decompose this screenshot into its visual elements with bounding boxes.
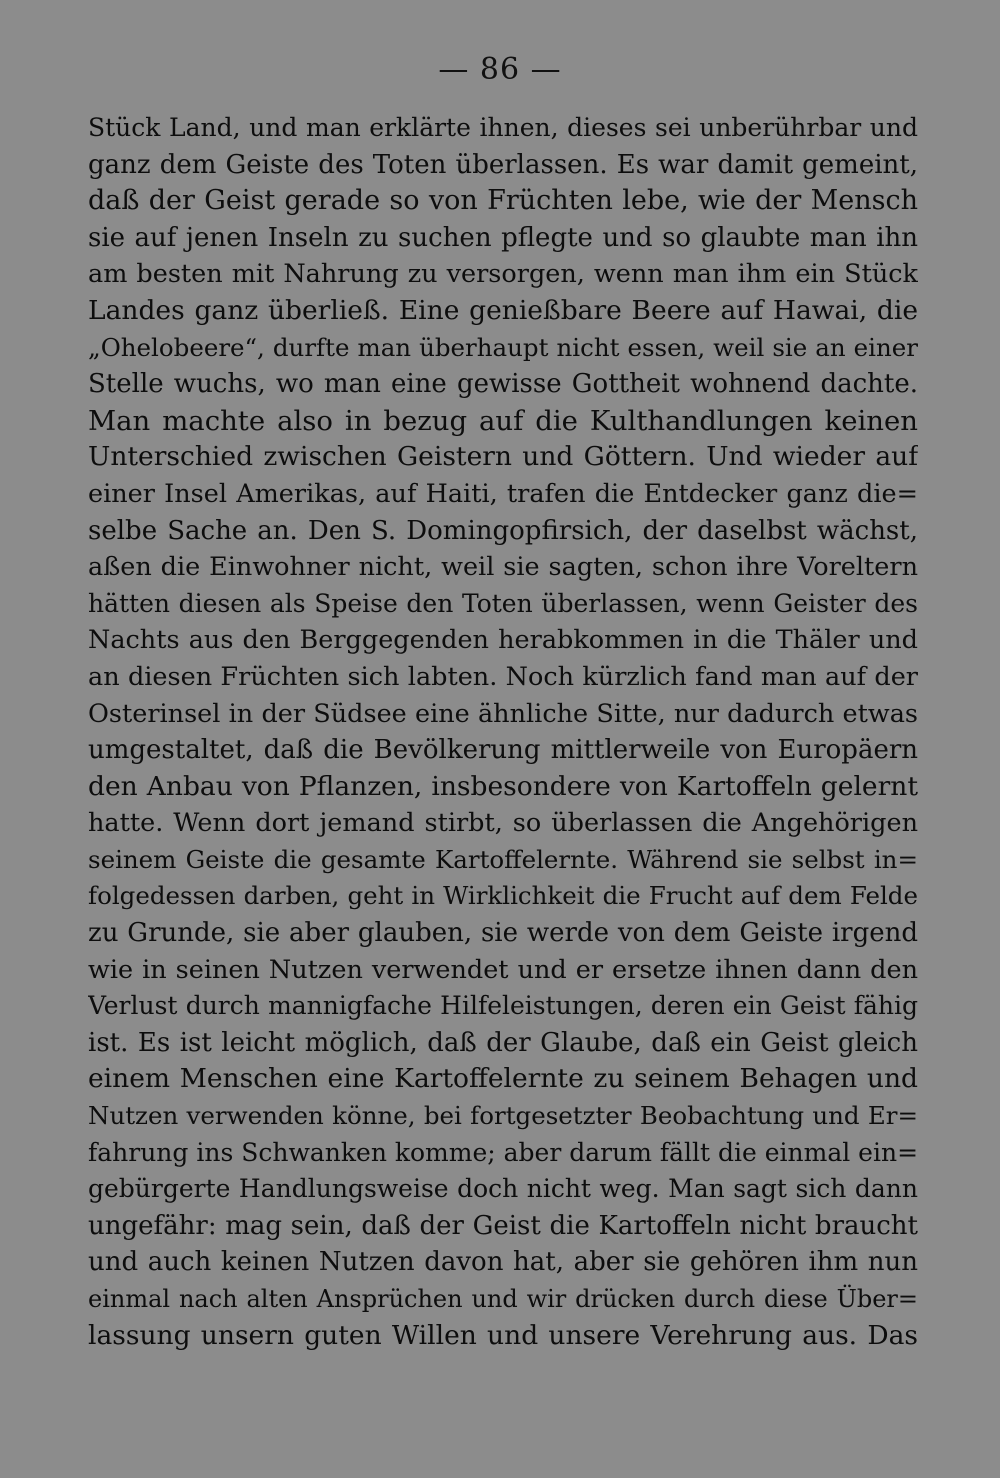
text-line: Stelle wuchs, wo man eine gewisse Gottheit wohnend dachte. (88, 369, 918, 400)
text-line: sie auf jenen Inseln zu suchen pflegte und so glaubte man ihn (88, 222, 918, 253)
text-line: am besten mit Nahrung zu versorgen, wenn man ihm ein Stück (88, 259, 918, 290)
text-line: Unterschied zwischen Geistern und Göttern. Und wieder auf (88, 441, 918, 473)
page-number: — 86 — (438, 52, 562, 87)
text-line: umgestaltet, daß die Bevölkerung mittlerweile von Europäern (88, 735, 918, 766)
text-line: Nutzen verwenden könne, bei fortgesetzter Beobachtung und Er= (88, 1101, 918, 1131)
text-line: lassung unsern guten Willen und unsere Verehrung aus. Das (88, 1319, 918, 1351)
text-line: einmal nach alten Ansprüchen und wir drücken durch diese Über= (88, 1285, 918, 1313)
text-line: hätten diesen als Speise den Toten überlassen, wenn Geister des (88, 588, 918, 618)
text-line: einer Insel Amerikas, auf Haiti, trafen die Entdecker ganz die= (88, 478, 918, 509)
text-line: Man machte also in bezug auf die Kulthandlungen keinen (88, 404, 918, 437)
text-line: „Ohelobeere“, durfte man überhaupt nicht essen, weil sie an einer (88, 332, 918, 362)
text-line: selbe Sache an. Den S. Domingopfirsich, der daselbst wächst, (88, 515, 918, 546)
text-line: aßen die Einwohner nicht, weil sie sagten, schon ihre Voreltern (88, 552, 918, 583)
text-line: an diesen Früchten sich labten. Noch kürzlich fand man auf der (88, 661, 918, 692)
text-line: ungefähr: mag sein, daß der Geist die Kartoffeln nicht braucht (88, 1210, 918, 1241)
text-line: gebürgerte Handlungsweise doch nicht weg. Man sagt sich dann (88, 1174, 918, 1204)
text-line: wie in seinen Nutzen verwendet und er ersetze ihnen dann den (88, 954, 918, 985)
text-line: einem Menschen eine Kartoffelernte zu seinem Behagen und (88, 1063, 918, 1095)
text-line: seinem Geiste die gesamte Kartoffelernte. Während sie selbst in= (88, 844, 918, 874)
body-text (88, 110, 918, 1354)
text-line: und auch keinen Nutzen davon hat, aber sie gehören ihm nun (88, 1247, 918, 1278)
text-line: den Anbau von Pflanzen, insbesondere von Kartoffeln gelernt (88, 770, 918, 802)
text-line: fahrung ins Schwanken komme; aber darum fällt die einmal ein= (88, 1137, 918, 1167)
text-line: Landes ganz überließ. Eine genießbare Beere auf Hawai, die (88, 294, 918, 326)
text-line: zu Grunde, sie aber glauben, sie werde von dem Geiste irgend (88, 918, 918, 949)
text-line: ist. Es ist leicht möglich, daß der Glaube, daß ein Geist gleich (88, 1027, 918, 1058)
text-line: daß der Geist gerade so von Früchten lebe, wie der Mensch (88, 185, 918, 217)
text-line: Verlust durch mannigfache Hilfeleistungen, deren ein Geist fähig (88, 991, 918, 1021)
text-line: ganz dem Geiste des Toten überlassen. Es war damit gemeint, (88, 149, 918, 180)
text-line: Stück Land, und man erklärte ihnen, dieses sei unberührbar und (88, 113, 918, 142)
text-line: folgedessen darben, geht in Wirklichkeit die Frucht auf dem Felde (88, 881, 918, 911)
text-line: hatte. Wenn dort jemand stirbt, so überlassen die Angehörigen (88, 808, 918, 839)
text-line: Osterinsel in der Südsee eine ähnliche Sitte, nur dadurch etwas (88, 698, 918, 729)
text-line: Nachts aus den Berggegenden herabkommen in die Thäler und (88, 625, 918, 656)
